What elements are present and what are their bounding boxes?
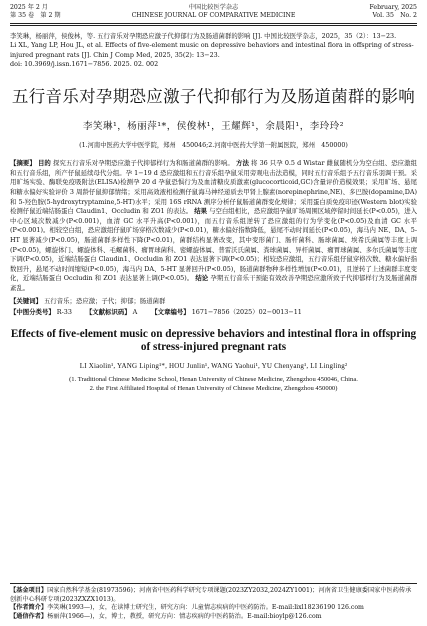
- author-note: [10, 604, 417, 613]
- article-title-cn: 五行音乐对孕期恐应激子代抑郁行为及肠道菌群的影响: [11, 87, 416, 107]
- methods-label: 方法: [235, 159, 249, 168]
- footnote-rule: [10, 583, 417, 584]
- affiliation-en-line2: 2. the First Affiliated Hospital of Henan University of Chinese Medicine, Zhengzhou 450000): [89, 384, 338, 392]
- conclusion-label: 结论: [195, 274, 209, 283]
- fund-text: 国家自然科学基金(81973596)；河南省中医药科学研究专项课题(2023ZY2032,2024ZY1001)；河南省卫生健康委国家中医药传承创新中心科研专项(2023ZXZX1013)。: [10, 586, 412, 603]
- journal-name-en: CHINESE JOURNAL OF COMPARATIVE MEDICINE: [131, 12, 296, 19]
- fund-label: 【基金项目】: [10, 586, 48, 594]
- header-date-cn: 2025 年 2 月: [10, 4, 48, 11]
- corresponding-label: 【通信作者】: [10, 613, 48, 621]
- corresponding-text: 杨丽萍(1966—)，女，博士，教授，研究方向：情志疾病的中医药防治。E-mail:bioylp@126.com: [47, 613, 322, 621]
- objective-text: 探究五行音乐对孕期恐应激子代抑郁样行为和肠道菌群的影响。: [52, 159, 234, 168]
- citation-cn: 李笑琳，杨丽萍，侯俊林，等. 五行音乐对孕期恐应激子代抑郁行为及肠道菌群的影响 [J]. 中国比较医学杂志，2025，35（2）：13−23.: [10, 32, 397, 40]
- author-intro-text: 李笑琳(1993—)，女，在读博士研究生，研究方向：儿童情志疾病的中医药防治。E-mail:lixl18236190 126.com: [47, 604, 364, 612]
- clc-label: 【中图分类号】: [10, 307, 55, 316]
- header-center: [100, 4, 327, 20]
- header-rule: [10, 23, 417, 24]
- doi: doi: 10.3969/j.issn.1671−7856. 2025. 02. 002: [10, 59, 159, 68]
- article-number-label: 【文章编号】: [151, 307, 190, 316]
- author-intro-label: 【作者简介】: [10, 604, 48, 612]
- conclusion-text: 孕期五行音乐干预能有效改善孕期恐应激所致子代抑郁样行为及肠道菌群紊乱。: [10, 274, 417, 292]
- corresponding-note: [10, 613, 417, 622]
- clc-value: R-33: [56, 307, 72, 316]
- keywords-text: 五行音乐；恐应激；子代；抑郁；肠道菌群: [44, 296, 166, 305]
- header-volume-en: Vol. 35 No. 2: [372, 12, 417, 19]
- keywords-line: [10, 296, 417, 305]
- doc-code-value: A: [132, 307, 138, 316]
- header-date-en: February, 2025: [369, 4, 417, 11]
- affiliation-cn: (1.河南中医药大学中医学院，郑州 450046;2.河南中医药大学第一附属医院，郑州 450000): [79, 142, 348, 150]
- fund-note: [10, 587, 417, 605]
- header-volume-cn: 第 35 卷 第 2 期: [10, 12, 61, 19]
- journal-name-cn: 中国比较医学杂志: [188, 4, 239, 11]
- article-title-en: Effects of five-element music on depressive behaviors and intestinal flora in offspring of stress-injured pregnant rats: [10, 327, 417, 353]
- results-label: 结果: [194, 207, 208, 216]
- results-text: 与空白组相比，恐应激组孕鼠旷场周围区域停留时间延长(P<0.05)，进入中心区域次数减少(P<0.001)，血清 GC 水平升高(P<0.001)，而五行音乐组逆转了恐应激组的行为学变化(P<0.05)及血清 GC 水平(P<0.001)。相较空白组，恐应激组仔鼠旷场穿格次数减少(P<0.01)，糖水偏好指数降低，悬尾不动时间延长(P<0.05)，海马内 NE、DA、5-HT 显著减少(P<0.05)，肠道菌群多样性下降(P<0.01)，菌群结构显著改变，其中变形菌门、肠杆菌科、肠球菌属、埃希氏菌属等丰度上调(P<0.05)，螺旋体门、螺旋体科、毛螺菌科、瘤胃球菌科、密螺旋体属、普雷沃氏菌属、粪球菌属、异杆菌属、瘤胃球菌属、多尔氏菌属等丰度下调(P<0.05)，近端结肠蛋白 Claudin1、Occludin 和 ZO1 表达显著下调(P<0.05)；相较恐应激组，五行音乐组仔鼠穿格次数、糖水偏好指数回升，悬尾不动时间缩短(P<0.05)，海马内 DA、5-HT 显著回升(P<0.05)，肠道菌群物种多样性增加(P<0.01)，且逆转了上述菌群丰度变化，近端结肠蛋白 Occludin 和 ZO1 表达显著上调(P<0.05)。: [10, 207, 417, 283]
- abstract-label: 【摘要】: [10, 159, 36, 168]
- authors-en: LI Xiaolin¹, YANG Liping¹*, HOU Junlin¹, WANG Yaohui¹, YU Chenyang¹, LI Lingling²: [79, 361, 348, 370]
- header-rule-thin: [10, 25, 417, 26]
- affiliation-en: [10, 375, 417, 393]
- citation-block: [10, 32, 417, 69]
- doc-code-label: 【文献标识码】: [85, 307, 131, 316]
- keywords-label: 【关键词】: [10, 296, 42, 305]
- methods-text: 将 36 只孕 0.5 d Wistar 雌鼠随机分为空白组、恐应激组和五行音乐组，所产仔鼠延续母代分组。孕 1−19 d 恐应激组和五行音乐组孕鼠采用旁观电击法造模，同时五行音乐组予五行音乐羽调干预。采用旷场实验、酶联免疫吸附法(ELISA)检测孕 20 d 孕鼠恐惧行为及血清糖皮质激素(glucocorticoid,GC)含量评价造模效果；采用旷场、悬尾和糖水偏好实验评价 3 周龄仔鼠抑郁情绪；采用高效液相检测仔鼠海马神经递质去甲肾上腺素(norepinephrine,NE)、多巴胺(dopamine,DA)和 5-羟色胺(5-hydroxytryptamine,5-HT)水平；采用 16S rRNA 测序分析仔鼠肠道菌群变化规律；采用蛋白质免疫印迹(Western blot)实验检测仔鼠近端结肠蛋白 Claudin1、Occludin 和 ZO1 的表达。: [10, 159, 417, 216]
- header-right: [327, 4, 417, 20]
- authors-cn: 李笑琳¹，杨丽萍¹*，侯俊林¹，王耀辉¹，余晨阳¹，李玲玲²: [82, 121, 345, 133]
- affiliation-en-line1: (1. Traditional Chinese Medicine School, Henan University of Chinese Medicine, Zhengzhou 450046, China.: [69, 375, 358, 383]
- article-number-value: 1671−7856（2025）02−0013−11: [191, 307, 302, 316]
- classification-line: [10, 307, 417, 316]
- header-left: [10, 4, 100, 20]
- abstract-cn: [10, 159, 417, 293]
- citation-en: Li XL, Yang LP, Hou JL, et al. Effects of five-element music on depressive behaviors and intestinal flora in offspring of stress-injured pregnant rats [J]. Chin J Comp Med, 2025, 35(2): 13−23.: [10, 41, 414, 59]
- objective-label: 目的: [37, 159, 51, 168]
- footnotes: [10, 583, 417, 622]
- journal-header: [10, 4, 417, 20]
